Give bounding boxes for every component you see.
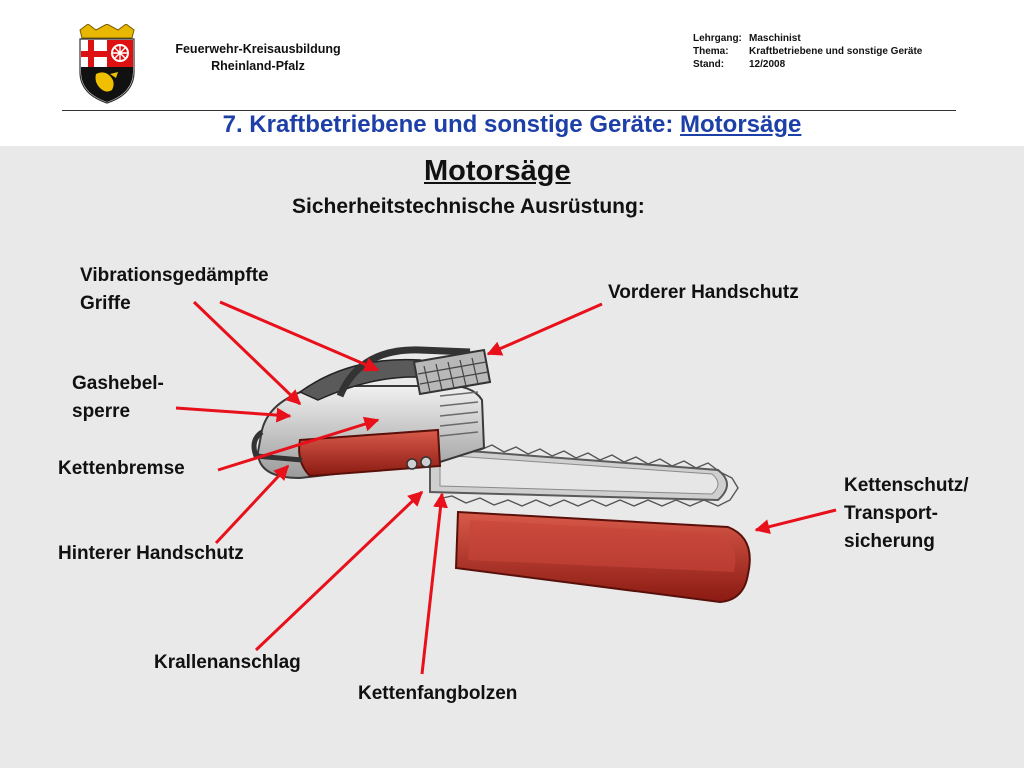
- arrow-rear-guard: [216, 466, 288, 543]
- arrow-spike: [256, 492, 422, 650]
- label-throttle-lock: [72, 370, 164, 426]
- label-throttle-line-1: Gashebel-: [72, 373, 164, 394]
- label-vibration-line-2: Griffe: [80, 293, 131, 314]
- arrow-front-guard: [488, 304, 602, 354]
- label-vibration-grips: [80, 262, 269, 318]
- arrow-catcher: [422, 494, 442, 674]
- diagram-title: Motorsäge: [424, 155, 571, 187]
- label-chain-catcher: Kettenfangbolzen: [358, 683, 518, 704]
- label-chain-cover-line-3: sicherung: [844, 531, 935, 552]
- topic-value: Kraftbetriebene und sonstige Geräte: [749, 46, 923, 57]
- topic-key: Thema:: [693, 46, 729, 57]
- label-chain-cover-line-1: Kettenschutz/: [844, 475, 969, 496]
- chain-cover: [456, 512, 750, 602]
- organization-line-1: Feuerwehr-Kreisausbildung: [175, 42, 341, 56]
- course-value: Maschinist: [749, 33, 801, 44]
- label-throttle-line-2: sperre: [72, 401, 131, 422]
- date-value: 12/2008: [749, 59, 786, 70]
- label-chain-cover-line-2: Transport-: [844, 503, 938, 524]
- date-key: Stand:: [693, 59, 725, 70]
- label-vibration-line-1: Vibrationsgedämpfte: [80, 265, 269, 286]
- slide-title-link[interactable]: Motorsäge: [680, 111, 802, 138]
- label-rear-guard: Hinterer Handschutz: [58, 543, 244, 564]
- course-key: Lehrgang:: [693, 33, 742, 44]
- slide-title-prefix: 7. Kraftbetriebene und sonstige Geräte:: [222, 111, 681, 138]
- label-chain-brake: Kettenbremse: [58, 458, 185, 479]
- arrow-chain-cover: [756, 510, 836, 530]
- organization-line-2: Rheinland-Pfalz: [211, 59, 305, 73]
- label-chain-cover: [844, 472, 969, 556]
- label-spike-bumper: Krallenanschlag: [154, 652, 301, 673]
- diagram-subtitle: Sicherheitstechnische Ausrüstung:: [292, 195, 645, 218]
- label-front-guard: Vorderer Handschutz: [608, 282, 799, 303]
